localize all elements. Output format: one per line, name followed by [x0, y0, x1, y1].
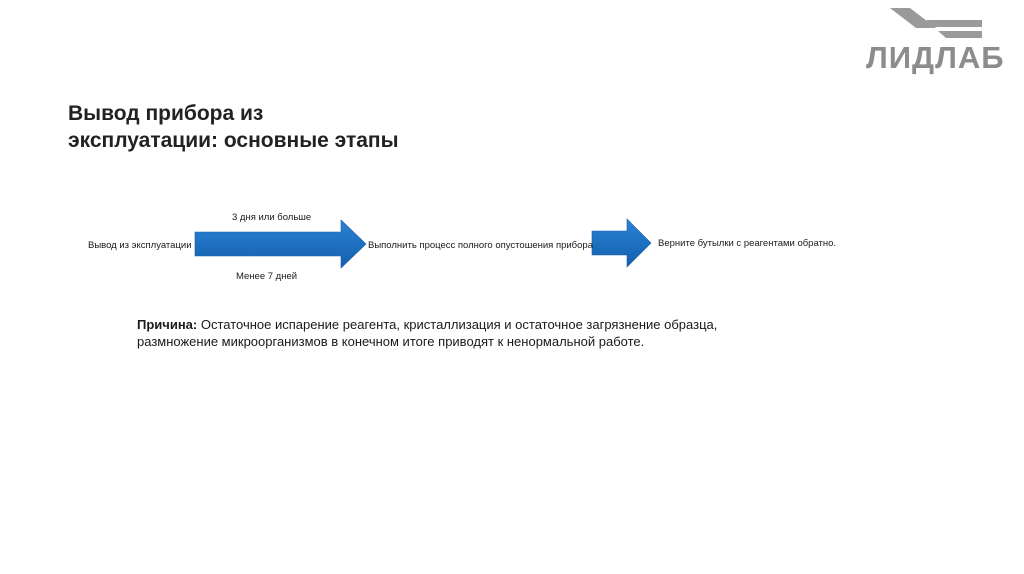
logo-text: ЛИДЛАБ	[866, 40, 1005, 75]
flow-label-above-arrow: 3 дня или больше	[232, 212, 312, 223]
flow-label-below-arrow: Менее 7 дней	[236, 271, 298, 282]
arrow-right-icon	[195, 220, 366, 268]
reason-label: Причина:	[137, 317, 198, 332]
reason-body: Остаточное испарение реагента, кристаллизация и остаточное загрязнение образца, размножение микроорганизмов в конечном итоге приводят к ненормальной работе.	[137, 317, 718, 349]
page-title-line-1: Вывод прибора из	[68, 102, 264, 125]
arrow-right-icon	[592, 219, 651, 267]
flow-step-decommission: Вывод из эксплуатации	[88, 240, 192, 251]
page-title-line-2: эксплуатации: основные этапы	[68, 129, 399, 152]
reason-text	[137, 316, 797, 350]
flow-step-drain-process: Выполнить процесс полного опустошения прибора	[368, 240, 593, 251]
flow-step-return-bottles: Верните бутылки с реагентами обратно.	[658, 238, 837, 249]
